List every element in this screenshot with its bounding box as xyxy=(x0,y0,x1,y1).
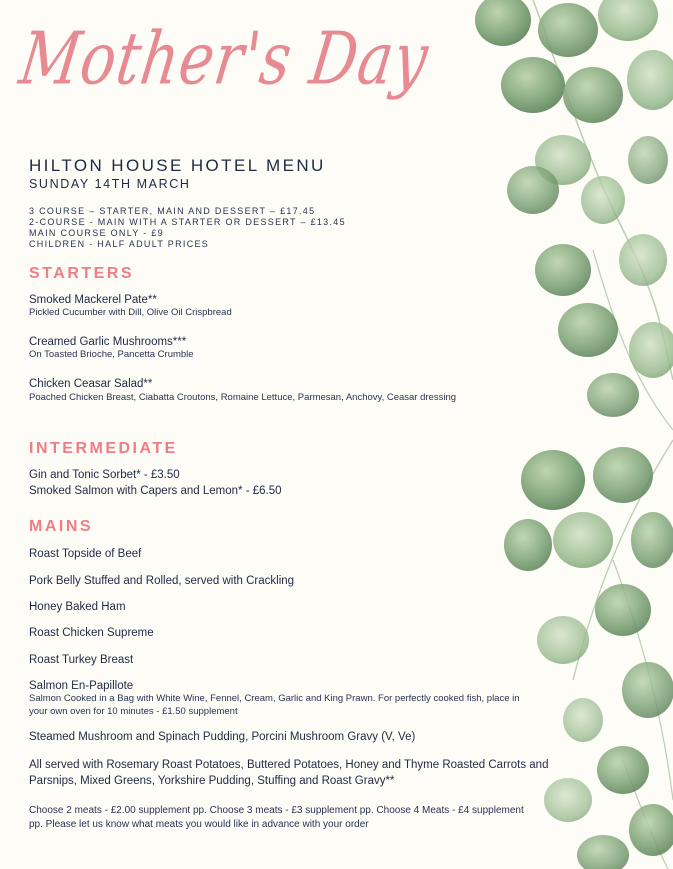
intermediate-heading: INTERMEDIATE xyxy=(29,440,178,457)
pricing-line: MAIN COURSE ONLY - £9 xyxy=(29,228,164,238)
all-served-note: All served with Rosemary Roast Potatoes, Buttered Potatoes, Honey and Thyme Roasted Carrots and Parsnips, Mixed Greens, Yorkshire Pudding, Stuffing and Roast Gravy** xyxy=(29,759,549,787)
mains-heading: MAINS xyxy=(29,518,94,535)
hotel-menu-title: HILTON HOUSE HOTEL MENU xyxy=(29,156,326,175)
starter-name: Creamed Garlic Mushrooms*** xyxy=(29,336,187,348)
intermediate-item: Gin and Tonic Sorbet* - £3.50 xyxy=(29,469,180,481)
main-item: Pork Belly Stuffed and Rolled, served with Crackling xyxy=(29,575,295,587)
salmon-name: Salmon En-Papillote xyxy=(29,680,134,692)
salmon-desc: Salmon Cooked in a Bag with White Wine, Fennel, Cream, Garlic and King Prawn. For perfectly cooked fish, place in your own oven for 10 minutes - £1.50 supplement xyxy=(29,693,520,717)
main-item: Honey Baked Ham xyxy=(29,601,126,613)
mothers-day-title: Mother's Day xyxy=(14,15,434,101)
starters-heading: STARTERS xyxy=(29,265,135,282)
pudding-item: Steamed Mushroom and Spinach Pudding, Porcini Mushroom Gravy (V, Ve) xyxy=(29,731,416,743)
starter-name: Chicken Ceasar Salad** xyxy=(29,378,153,390)
pricing-line: 2-COURSE - MAIN WITH A STARTER OR DESSERT – £13.45 xyxy=(29,217,346,227)
menu-date: SUNDAY 14TH MARCH xyxy=(29,177,191,191)
meat-supplement-note: Choose 2 meats - £2.00 supplement pp. Choose 3 meats - £3 supplement pp. Choose 4 Meats - £4 supplement pp. Please let us know what meats you would like in advance with your order xyxy=(29,805,524,830)
main-item: Roast Topside of Beef xyxy=(29,548,142,560)
main-item: Roast Chicken Supreme xyxy=(29,627,154,639)
pricing-line: 3 COURSE – STARTER, MAIN AND DESSERT – £17.45 xyxy=(29,206,316,216)
starter-desc: Poached Chicken Breast, Ciabatta Croutons, Romaine Lettuce, Parmesan, Anchovy, Ceasar dressing xyxy=(29,392,457,403)
eucalyptus-decoration xyxy=(473,0,673,869)
pricing-line: CHILDREN - HALF ADULT PRICES xyxy=(29,239,210,249)
starter-name: Smoked Mackerel Pate** xyxy=(29,294,157,306)
starter-desc: Pickled Cucumber with Dill, Olive Oil Crispbread xyxy=(29,307,232,318)
pricing-list xyxy=(29,206,346,250)
starter-desc: On Toasted Brioche, Pancetta Crumble xyxy=(29,349,194,360)
intermediate-item: Smoked Salmon with Capers and Lemon* - £6.50 xyxy=(29,485,282,497)
main-item: Roast Turkey Breast xyxy=(29,654,134,666)
